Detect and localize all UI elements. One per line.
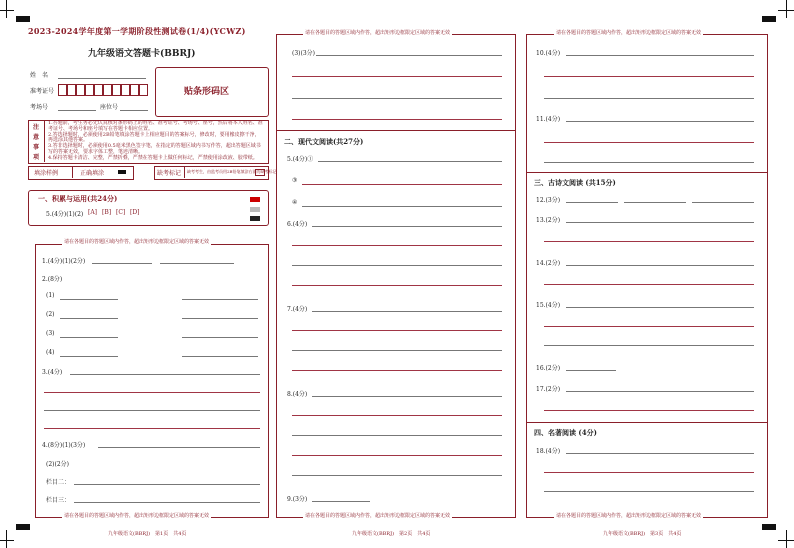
q2-sub1-label: (1) [46,292,55,299]
q5b-item-3-line[interactable] [302,184,502,185]
absent-checkbox[interactable] [255,169,265,176]
q12-line-1[interactable] [566,202,618,203]
q9-line[interactable] [312,501,370,502]
q10-label: 10.(4分) [536,50,561,57]
q7-label: 7.(4分) [287,306,308,313]
notice-heading-4: 项 [33,154,40,161]
q3-line-4[interactable] [44,428,260,429]
crop-mark-tl [6,0,7,18]
fill-example-divider [72,166,73,178]
exam-no-cell[interactable] [103,84,112,96]
q6-line-4[interactable] [292,285,502,286]
q2-sub1-line-a[interactable] [60,299,118,300]
section1-title: 一、积累与运用(共24分) [38,194,118,203]
q3-line-3[interactable] [44,410,260,411]
q7-line-3[interactable] [292,350,502,351]
page-footer-2: 九年级语文(BBRJ) 第2页 共4页 [352,531,431,537]
q14-line-1[interactable] [566,265,754,266]
page-footer-3: 九年级语文(BBRJ) 第3页 共4页 [603,531,682,537]
q11-line-1[interactable] [566,121,754,122]
q12-label: 12.(3分) [536,197,561,204]
q7-line-2[interactable] [292,330,502,331]
q8-line-4[interactable] [292,455,502,456]
section3-title: 三、古诗文阅读 (共15分) [534,178,616,187]
q2-sub2-line-b[interactable] [182,318,258,319]
position-mark-br [762,524,776,530]
choice-q5-option-d[interactable]: [D] [130,209,140,216]
absent-label: 缺考标记 [157,170,182,177]
q2-sub1-line-b[interactable] [182,299,258,300]
col-a-label: 栏目二： [46,479,71,486]
footer-note-2: 请在各题目的答题区域内作答，超出矩形边框限定区域的答案无效 [305,513,451,519]
correct-fill-label: 正确填涂 [80,170,105,177]
q8-line-2[interactable] [292,415,502,416]
section4-divider [526,422,767,423]
q-cont-line-2[interactable] [292,76,502,77]
q5b-label: 5.(4分)① [287,156,314,163]
q2-sub2-label: (2) [46,311,55,318]
q9-label: 9.(3分) [287,496,308,503]
q1-line-2[interactable] [160,263,234,264]
q2-sub3-line-a[interactable] [60,337,118,338]
room-label: 考场号 [30,104,49,111]
exam-no-cell[interactable] [67,84,76,96]
boundary-note-top-1: 请在各题目的答题区域内作答，超出矩形边框限定区域的答案无效 [64,239,210,245]
choice-q5-label: 5.(4分)(1)(2) [46,211,84,218]
exam-no-cell[interactable] [85,84,94,96]
fill-example-label: 填涂样例 [34,170,59,177]
q-cont-line-1[interactable] [316,55,502,56]
colour-block-black [250,216,260,221]
q3-line-2[interactable] [44,392,260,393]
q14-label: 14.(2分) [536,260,561,267]
q13-line-2[interactable] [544,241,754,242]
notice-heading-2: 意 [33,134,40,141]
crop-mark-tl-h [0,10,14,11]
answer-area-2 [276,34,516,518]
q6-line-1[interactable] [312,226,502,227]
name-label: 姓 名 [30,72,49,79]
q-cont-line-4[interactable] [292,119,502,120]
q17-label: 17.(2分) [536,386,561,393]
position-mark-tl [16,16,30,22]
q18-line-1[interactable] [566,453,754,454]
q1-line-1[interactable] [92,263,152,264]
section2-title: 二、现代文阅读(共27分) [284,137,364,146]
q10-line-2[interactable] [544,76,754,77]
exam-no-label: 准考证号 [30,88,55,95]
choice-q5-option-b[interactable]: [B] [102,209,112,216]
crop-mark-bl-h [0,540,14,541]
q2-sub3-line-b[interactable] [182,337,258,338]
exam-no-cell[interactable] [112,84,121,96]
section3-divider [526,172,767,173]
colour-block-grey [250,207,260,212]
choice-q5-option-c[interactable]: [C] [116,209,126,216]
exam-no-cell[interactable] [121,84,130,96]
q14-line-2[interactable] [544,284,754,285]
q8-line-5[interactable] [292,475,502,476]
notice-item-3: 3.答非选择题时，必须使用0.5毫米黑色签字笔，在指定的答题区域内书写作答，超出答题区域书写的答案无效，要求字体工整，笔迹清晰。 [48,143,261,155]
col-b-line[interactable] [74,502,260,503]
q2-sub3-label: (3) [46,330,55,337]
q8-line-3[interactable] [292,435,502,436]
exam-no-cell[interactable] [58,84,67,96]
q8-line-1[interactable] [312,396,502,397]
q10-line-1[interactable] [566,55,754,56]
q15-label: 15.(4分) [536,302,561,309]
q4-line-1[interactable] [98,447,260,448]
absent-divider [184,166,185,178]
q12-line-3[interactable] [692,202,754,203]
q8-label: 8.(4分) [287,391,308,398]
q15-line-1[interactable] [566,307,754,308]
seat-field[interactable] [120,110,148,111]
q2-label: 2.(8分) [42,276,63,283]
choice-q5-option-a[interactable]: [A] [88,209,98,216]
exam-no-cell[interactable] [130,84,139,96]
q4-label: 4.(8分)(1)(3分) [42,442,86,449]
notice-item-2: 2.答选择题时，必须使用2B铅笔填涂答题卡上相应题目的答案标号，修改时，要用橡皮擦干净，再选涂其他答案。 [48,131,260,144]
footer-note-3: 请在各题目的答题区域内作答，超出矩形边框限定区域的答案无效 [556,513,702,519]
col-b-label: 栏目三： [46,497,71,504]
footer-note-1: 请在各题目的答题区域内作答，超出矩形边框限定区域的答案无效 [64,513,210,519]
q5b-item-4: ④ [292,199,298,206]
q18-label: 18.(4分) [536,448,561,455]
q18-line-3[interactable] [544,491,754,492]
q2-sub4-label: (4) [46,349,55,356]
barcode-label: 贴条形码区 [184,87,230,97]
card-title: 九年级语文答题卡(BBRJ) [88,49,196,59]
q4-2-label: (2)(2分) [46,461,69,468]
q11-label: 11.(4分) [536,116,561,123]
q13-label: 13.(2分) [536,217,561,224]
q5b-line[interactable] [318,161,502,162]
section4-title: 四、名著阅读 (4分) [534,428,597,437]
q2-sub4-line-a[interactable] [60,356,118,357]
q10-line-3[interactable] [544,98,754,99]
exam-no-cell[interactable] [139,84,148,96]
name-field[interactable] [58,78,146,79]
boundary-note-top-3: 请在各题目的答题区域内作答，超出矩形边框限定区域的答案无效 [556,30,702,36]
crop-mark-tr [786,0,787,18]
q-cont-label: (3)(3分) [292,50,315,57]
exam-no-cell[interactable] [94,84,103,96]
room-field[interactable] [58,110,96,111]
q18-line-2[interactable] [544,472,754,473]
exam-no-cell[interactable] [76,84,85,96]
q7-line-4[interactable] [292,370,502,371]
correct-fill-sample [118,170,126,174]
position-mark-bl [16,524,30,530]
answer-area-1 [35,244,269,518]
q11-line-3[interactable] [544,162,754,163]
answer-area-3 [526,34,768,518]
section2-divider [276,130,515,131]
q1-label: 1.(4分)(1)(2分) [42,258,86,265]
boundary-note-top-2: 请在各题目的答题区域内作答，超出矩形边框限定区域的答案无效 [305,30,451,36]
crop-mark-bl [6,530,7,548]
q-cont-line-3[interactable] [292,98,502,99]
q3-line-1[interactable] [70,374,260,375]
q15-line-2[interactable] [544,326,754,327]
exam-title: 2023-2024学年度第一学期阶段性测试卷(1/4)(YCWZ) [28,26,246,36]
crop-mark-br-h [778,540,794,541]
page-footer-1: 九年级语文(BBRJ) 第1页 共4页 [108,531,187,537]
q17-line-2[interactable] [544,410,754,411]
q7-line-1[interactable] [312,311,502,312]
position-mark-tr [762,16,776,22]
q17-line-1[interactable] [566,391,754,392]
q11-line-2[interactable] [544,142,754,143]
notice-heading-1: 注 [33,124,40,131]
q3-label: 3.(4分) [42,369,63,376]
notice-text [48,121,264,161]
seat-label: 座位号 [100,104,119,111]
q6-line-3[interactable] [292,265,502,266]
q16-label: 16.(2分) [536,365,561,372]
notice-item-4: 4.保持答题卡清洁、完整，严禁折叠，严禁在答题卡上做任何标记，严禁使用涂改液、胶带纸。 [48,154,258,161]
q2-sub2-line-a[interactable] [60,318,118,319]
notice-heading-3: 事 [33,144,40,151]
q5b-item-3: ③ [292,177,298,184]
q15-line-3[interactable] [544,345,754,346]
q12-line-2[interactable] [624,202,686,203]
crop-mark-tr-h [778,10,794,11]
absent-note: 缺考考生，由监考员用2B铅笔填涂右面的缺考标记 [187,169,277,174]
crop-mark-br [786,530,787,548]
q6-line-2[interactable] [292,245,502,246]
notice-item-1: 1.答题前，考生务必先认真核对条形码上的姓名、准考证号、考场号、座号，然后将本人姓名、准考证号、考场号和座号填写在答题卡相应位置。 [48,121,263,132]
q2-sub4-line-b[interactable] [182,356,258,357]
q6-label: 6.(4分) [287,221,308,228]
col-a-line[interactable] [74,484,260,485]
q5b-item-4-line[interactable] [302,206,502,207]
colour-block-red [250,197,260,202]
q13-line-1[interactable] [566,222,754,223]
q16-line[interactable] [566,370,616,371]
